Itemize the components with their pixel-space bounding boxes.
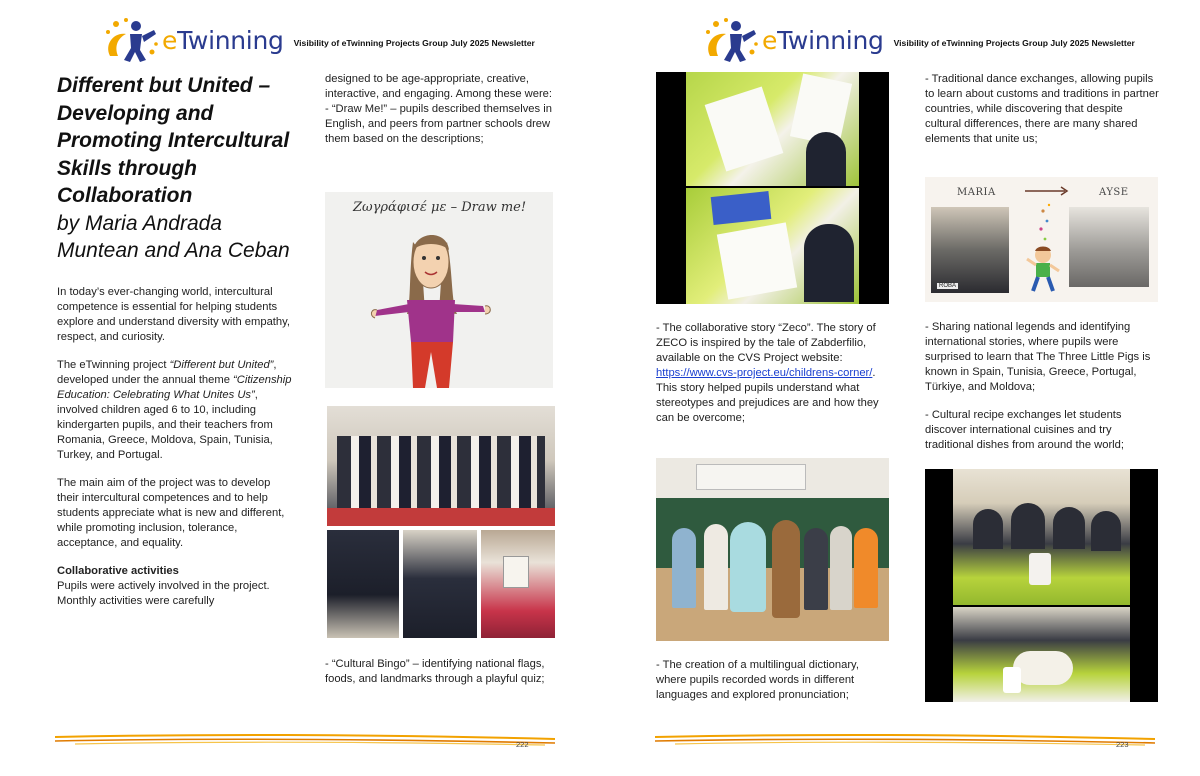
dance-name-left: MARIA (957, 187, 996, 198)
right-column-1-bottom (656, 658, 890, 703)
aim-paragraph: The main aim of the project was to develop their intercultural competences and to help students appreciate what is new and different, while promoting inclusion, tolerance, acceptance, and equality. (57, 476, 285, 549)
recipe-exchange-photo (925, 469, 1158, 702)
header-right (702, 14, 1135, 66)
dance-name-right: AYSE (1099, 187, 1129, 198)
article-byline: by Maria Andrada Muntean and Ana Ceban (57, 211, 290, 262)
cultural-bingo-collage-photo (327, 406, 555, 638)
etwinning-figure-icon (702, 16, 760, 64)
newsletter-title-right: Visibility of eTwinning Projects Group July 2025 Newsletter (893, 38, 1135, 48)
dance-exchange-activity: - Traditional dance exchanges, allowing pupils to learn about customs and traditions in partner countries, while discovering that despite cultural differences, there are many shared elements that unite us; (925, 73, 1159, 145)
page-number-left: 222 (516, 740, 529, 749)
newsletter-title: Visibility of eTwinning Projects Group July 2025 Newsletter (293, 38, 535, 48)
right-column-1 (656, 321, 890, 426)
cvs-project-link[interactable]: https://www.cvs-project.eu/childrens-corner/ (656, 367, 873, 379)
logo-word: Twinning (177, 25, 284, 55)
etwinning-logo-right (702, 16, 884, 64)
activities-paragraph: Pupils were actively involved in the project. Monthly activities were carefully (57, 579, 270, 607)
logo-letter-e: e (762, 25, 778, 55)
page-number-right: 223 (1116, 740, 1129, 749)
logo-letter-e: e (162, 25, 178, 55)
zeco-worksheets-photo (656, 72, 889, 304)
right-column-2-middle (925, 320, 1159, 453)
masks-classroom-photo (656, 458, 889, 641)
left-column-2 (325, 72, 559, 160)
logo-word: Twinning (777, 25, 884, 55)
left-column-2-bottom (325, 657, 559, 687)
girl-drawing-icon (325, 192, 553, 388)
dancing-boy-icon (1023, 245, 1063, 295)
recipe-exchange-activity: - Cultural recipe exchanges let students discover international cuisines and try traditional dishes from around the world; (925, 409, 1124, 451)
project-paragraph: The eTwinning project “Different but United”, developed under the annual theme “Citizenship Education: Celebrating What Unites Us”, involved children aged 6 to 10, including kindergarten pupils, and their teachers from Romania, Greece, Moldova, Spain, Tunisia, Turkey, and Portugal. (57, 358, 292, 461)
legends-activity: - Sharing national legends and identifying international stories, where pupils were surprised to learn that The Three Little Pigs is known in Spain, Tunisia, Greece, Portugal, Türkiye, and Moldova; (925, 321, 1151, 393)
header-left (102, 14, 535, 66)
dance-exchange-graphic (925, 177, 1158, 302)
section-heading: Collaborative activities (57, 564, 179, 577)
intro-paragraph: In today’s ever-changing world, intercultural competence is essential for helping students explore and understand diversity with empathy, respect, and curiosity. (57, 285, 290, 343)
draw-me-drawing-photo (325, 192, 553, 388)
footer-swoosh-icon (655, 733, 1155, 747)
activities-continued: designed to be age-appropriate, creative, interactive, and engaging. Among these were: (325, 73, 553, 100)
draw-me-activity: - “Draw Me!” – pupils described themselves in English, and peers from partner schools drew them based on the descriptions; (325, 103, 552, 145)
right-column-2 (925, 72, 1159, 147)
etwinning-logo (102, 16, 284, 64)
dictionary-activity: - The creation of a multilingual dictionary, where pupils recorded words in different languages and explored pronunciation; (656, 659, 859, 701)
etwinning-figure-icon (102, 16, 160, 64)
zeco-story-activity: - The collaborative story “Zeco”. The story of ZECO is inspired by the tale of Zabderfilio, available on the CVS Project website: https://www.cvs-project.eu/childrens-corner/. This story helped pupils understand what stereotypes and prejudices are and how they can be overcome; (656, 322, 879, 424)
cultural-bingo-activity: - “Cultural Bingo” – identifying national flags, foods, and landmarks through a playful quiz; (325, 658, 545, 685)
dance-tag: ROBA (939, 283, 957, 289)
drawing-caption: Ζωγράφισέ με – Draw me! (353, 200, 527, 215)
page-right (600, 0, 1200, 776)
footer-swoosh-icon (55, 733, 555, 747)
left-column-1 (57, 72, 293, 609)
article-title: Different but United – Developing and Promoting Intercultural Skills through Collaboration (57, 74, 290, 207)
